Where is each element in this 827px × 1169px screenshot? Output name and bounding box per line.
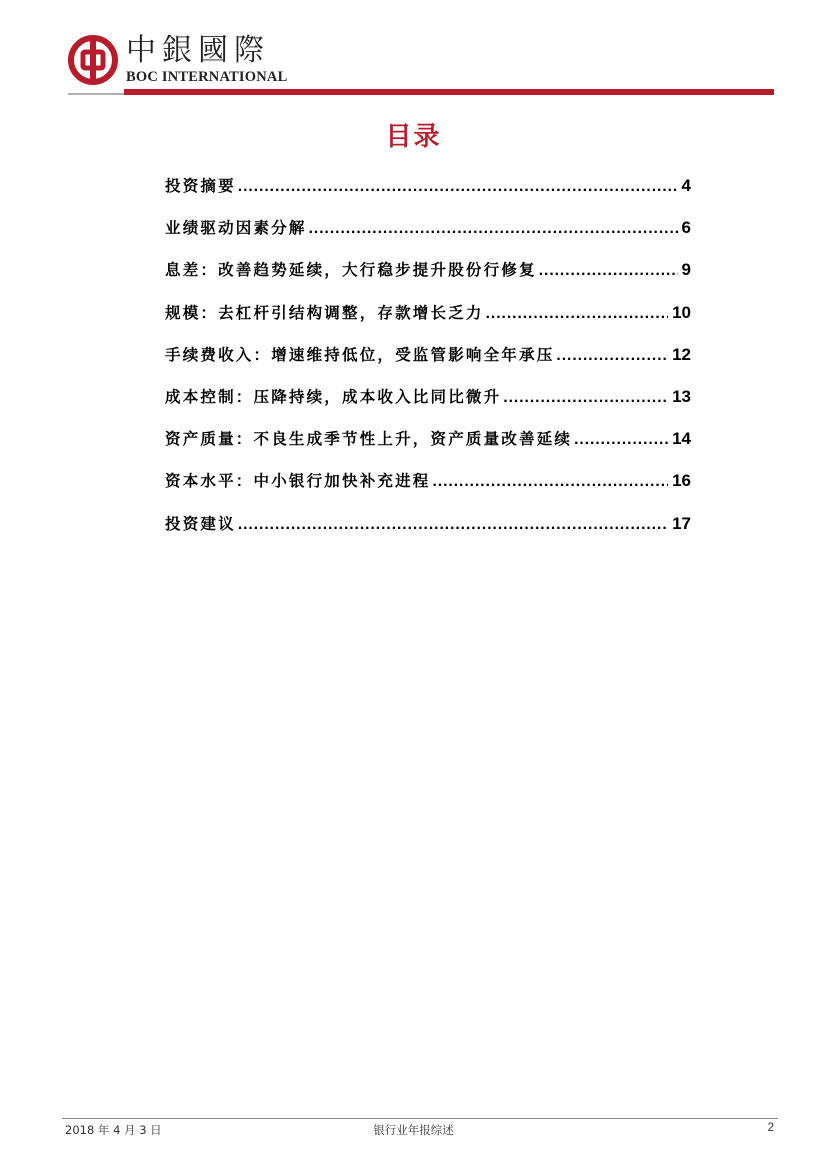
toc-entry[interactable] bbox=[165, 258, 691, 300]
logo-chinese-name: 中銀國際 bbox=[126, 33, 270, 68]
header-gray-rule bbox=[68, 93, 128, 95]
toc-entry-page: 13 bbox=[672, 386, 691, 406]
toc-entry[interactable] bbox=[165, 343, 691, 385]
toc-entry[interactable] bbox=[165, 385, 691, 427]
toc-leader-dots bbox=[539, 262, 678, 280]
toc-entry-text: 资本水平：中小银行加快补充进程 bbox=[165, 472, 431, 491]
bank-of-china-emblem-icon bbox=[68, 35, 118, 85]
footer-date: 2018 年 4 月 3 日 bbox=[65, 1123, 162, 1137]
toc-entry[interactable] bbox=[165, 174, 691, 216]
toc-entry[interactable] bbox=[165, 216, 691, 258]
toc-entry-page: 16 bbox=[672, 471, 691, 491]
toc-entry[interactable] bbox=[165, 427, 691, 469]
toc-entry-page: 9 bbox=[681, 260, 691, 280]
toc-leader-dots bbox=[433, 473, 669, 491]
toc-entry-text: 息差：改善趋势延续，大行稳步提升股份行修复 bbox=[165, 261, 537, 280]
toc-entry-text: 规模：去杠杆引结构调整，存款增长乏力 bbox=[165, 303, 484, 322]
toc-entry-page: 17 bbox=[672, 513, 691, 533]
toc-entry-page: 6 bbox=[681, 218, 691, 238]
toc-entry-page: 12 bbox=[672, 344, 691, 364]
toc-leader-dots bbox=[556, 347, 668, 365]
logo-english-name: BOC INTERNATIONAL bbox=[126, 69, 288, 85]
toc-entry-page: 14 bbox=[672, 429, 691, 449]
toc-leader-dots bbox=[574, 431, 668, 449]
table-of-contents bbox=[165, 174, 691, 554]
header-red-rule bbox=[124, 89, 774, 95]
toc-entry-text: 业绩驱动因素分解 bbox=[165, 219, 307, 238]
toc-leader-dots bbox=[238, 178, 678, 196]
toc-entry-page: 10 bbox=[672, 302, 691, 322]
footer-rule bbox=[62, 1118, 778, 1119]
toc-entry-text: 手续费收入：增速维持低位，受监管影响全年承压 bbox=[165, 345, 555, 364]
footer-report-name: 银行业年报综述 bbox=[373, 1123, 454, 1137]
toc-entry-page: 4 bbox=[681, 176, 691, 195]
toc-leader-dots bbox=[238, 516, 668, 534]
toc-leader-dots bbox=[503, 389, 668, 407]
toc-title: 目录 bbox=[385, 122, 442, 152]
toc-entry[interactable] bbox=[165, 469, 691, 511]
toc-leader-dots bbox=[309, 220, 678, 238]
footer-page-number: 2 bbox=[767, 1122, 774, 1134]
toc-entry-text: 投资建议 bbox=[165, 514, 236, 533]
toc-entry-text: 成本控制：压降持续，成本收入比同比微升 bbox=[165, 387, 502, 406]
toc-leader-dots bbox=[486, 305, 668, 323]
toc-entry[interactable] bbox=[165, 512, 691, 554]
toc-entry-text: 资产质量：不良生成季节性上升，资产质量改善延续 bbox=[165, 430, 573, 449]
toc-entry[interactable] bbox=[165, 301, 691, 343]
toc-entry-text: 投资摘要 bbox=[165, 177, 236, 195]
boc-international-logo bbox=[68, 33, 308, 87]
